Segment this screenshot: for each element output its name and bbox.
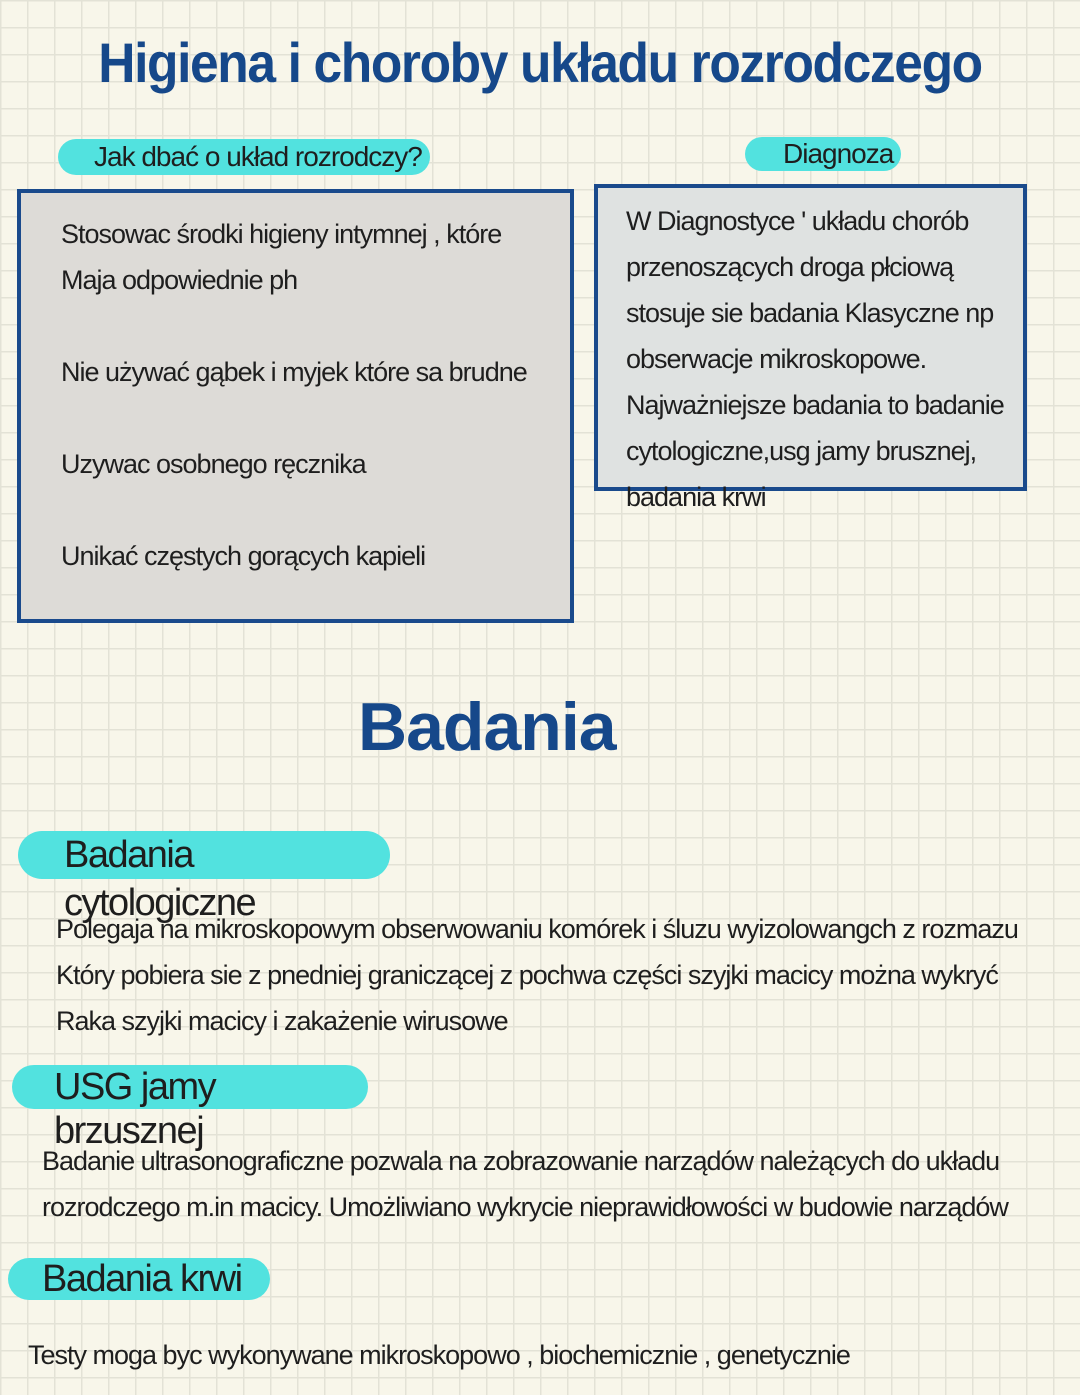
- care-item: Uzywac osobnego ręcznika: [61, 449, 366, 479]
- diagnosis-label: Diagnoza: [745, 137, 901, 171]
- section-heading: Badania: [358, 689, 616, 765]
- section-text-cytology: Polegaja na mikroskopowym obserwowaniu komórek i śluzu wyizolowangch z rozmazu Który pobiera sie z pnedniej graniczącej z pochwa części szyjki macicy można wykryć Raka szyjki macicy i zakażenie wirusowe: [56, 914, 1018, 1036]
- care-item: Stosowac środki higieny intymnej , które Maja odpowiednie ph: [61, 219, 502, 295]
- diagnosis-text: W Diagnostyce ' układu chorób przenoszących droga płciową stosuje sie badania Klasyczne np obserwacje mikroskopowe. Najważniejsze badania to badanie cytologiczne,usg jamy brusznej, badania krwi: [626, 206, 1004, 512]
- section-title-blood: Badania krwi: [8, 1258, 270, 1300]
- care-item: Nie używać gąbek i myjek które sa brudne: [61, 357, 527, 387]
- care-label: Jak dbać o układ rozrodczy?: [58, 139, 430, 175]
- diagnosis-box: [594, 184, 1027, 512]
- section-title-usg: USG jamy brzusznej: [12, 1065, 368, 1109]
- care-item: Unikać częstych gorących kapieli: [61, 541, 426, 571]
- section-title-cytology: Badania cytologiczne: [18, 831, 390, 879]
- page-title: Higiena i choroby układu rozrodczego: [98, 31, 982, 94]
- section-text-usg: Badanie ultrasonograficzne pozwala na zobrazowanie narządów należących do układu rozrodczego m.in macicy. Umożliwiano wykrycie nieprawidłowości w budowie narządów: [42, 1146, 1008, 1222]
- care-box: [17, 189, 574, 623]
- section-text-blood: Testy moga byc wykonywane mikroskopowo , biochemicznie , genetycznie: [28, 1340, 850, 1370]
